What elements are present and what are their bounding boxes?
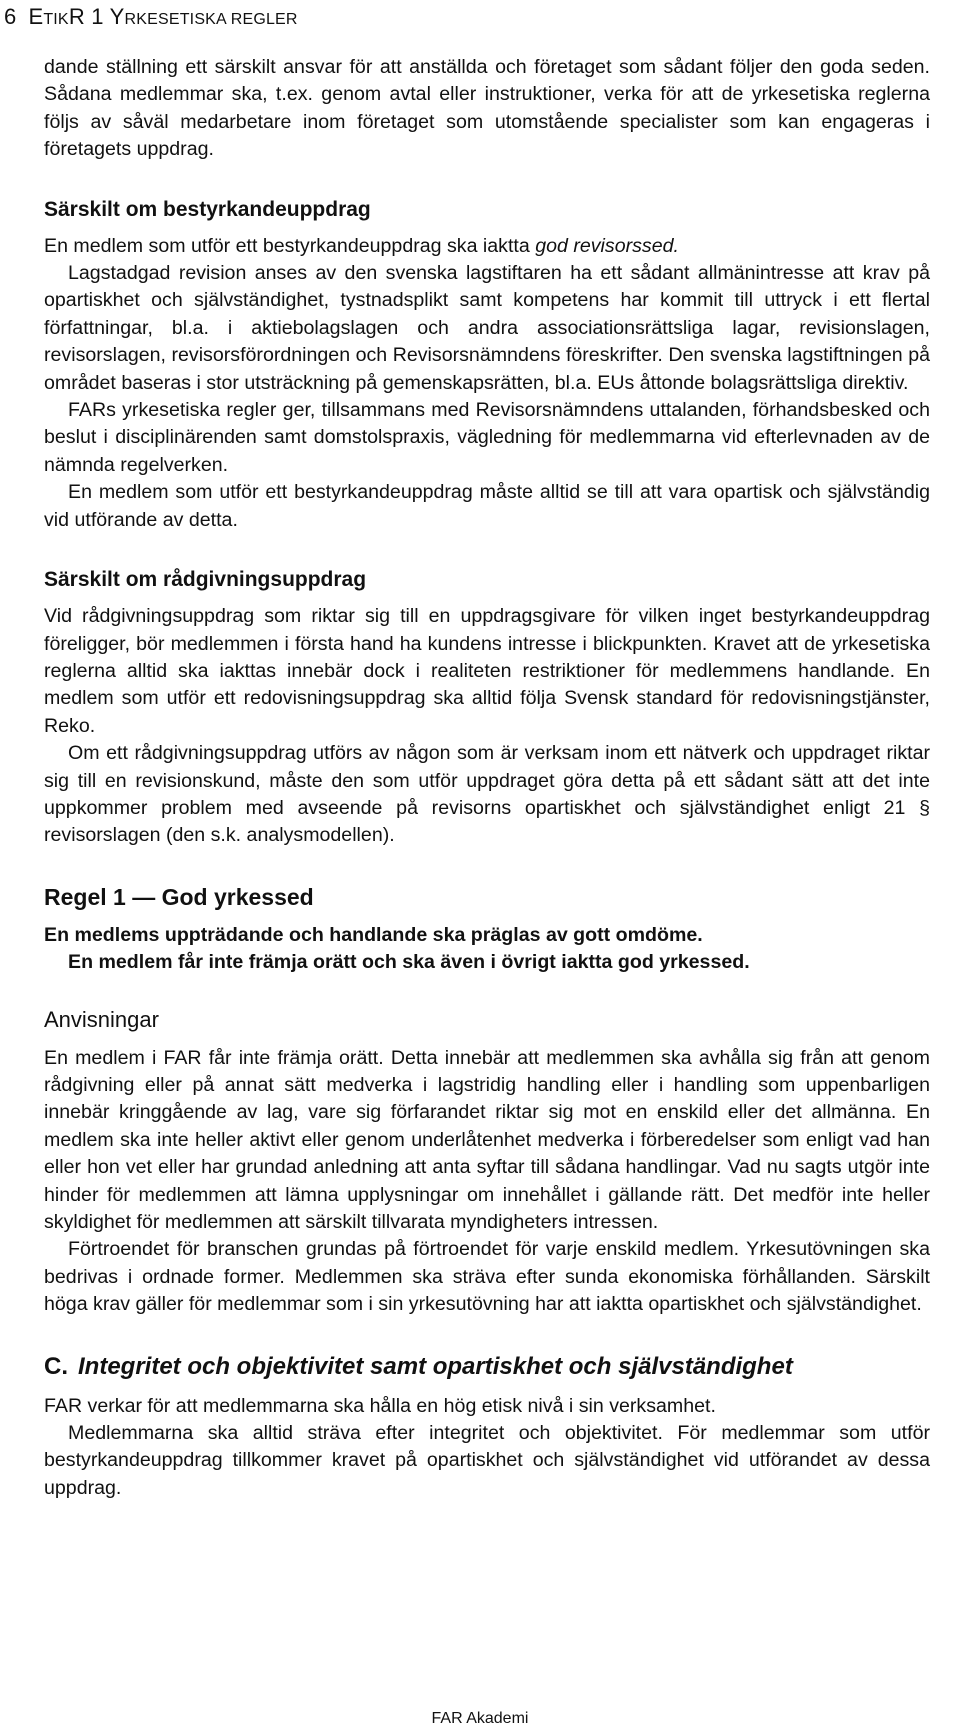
- intro-paragraph: dande ställning ett särskilt ansvar för att anställda och företaget som sådant följer den goda seden. Sådana medlemmar ska, t.ex. genom avtal eller instruktioner, verka för att de yrkesetiska reglerna följs av såväl medarbetare inom företaget som utomstående specialister som kan engageras i företagets uppdrag.: [44, 56, 930, 161]
- heading-bestyrkandeuppdrag: Särskilt om bestyrkandeuppdrag: [44, 197, 371, 221]
- anvisningar-paragraph-2: Förtroendet för branschen grundas på förtroendet för varje enskild medlem. Yrkesutövningen ska bedrivas i ordnade former. Medlemmen ska sträva efter sunda ekonomiska förhållanden. Särskilt höga krav gäller för medlemmar som i sin yrkesutövning har att iaktta opartiskhet och självständighet.: [44, 1238, 930, 1316]
- regel-1-line-2: En medlem får inte främja orätt och ska även i övrigt iaktta god yrkessed.: [68, 951, 750, 974]
- anvisningar-heading: Anvisningar: [44, 1006, 159, 1032]
- radgivning-paragraph-2: Om ett rådgivningsuppdrag utförs av någon som är verksam inom ett nätverk och uppdraget riktar sig till en revisionskund, måste den som utför uppdraget göra detta på ett sådant sätt att det inte uppkommer problem med avseende på revisorns opartiskhet och självständighet enligt 21 § revisorslagen (den s.k. analysmodellen).: [44, 742, 930, 847]
- section-c-heading: C. Integritet och objektivitet samt opartiskhet och självständighet: [44, 1352, 793, 1380]
- anvisningar-paragraph-1: En medlem i FAR får inte främja orätt. Detta innebär att medlemmen ska avhålla sig från att genom rådgivning eller på annat sätt medverka i lagstridig handling eller i handling som uppenbarligen innebär kringgående av lag, vare sig förfarandet riktar sig mot en enskild eller det allmänna. En medlem ska inte heller aktivt eller genom underlåtenhet medverka i förberedelser som enligt vad han eller hon vet eller har grundad anledning att anta syftar till sådana handlingar. Vad nu sagts utgör inte hinder för medlemmen att lämna upplysningar om innehållet i gällande rätt. Det medför inte heller skyldighet för medlemmen att särskilt tillvarata myndigheters intressen.: [44, 1046, 930, 1233]
- running-header: [4, 4, 298, 30]
- page-footer: FAR Akademi: [431, 1710, 529, 1727]
- regel-1-line-1: En medlems uppträdande och handlande ska präglas av gott omdöme.: [44, 923, 703, 946]
- radgivning-paragraph-1: Vid rådgivningsuppdrag som riktar sig till en uppdragsgivare för vilken inget bestyrkandeuppdrag föreligger, bör medlemmen i första hand ha kundens intresse i blickpunkten. Kravet att de yrkesetiska reglerna alltid ska iakttas innebär dock i realiteten restriktioner för medlemmens handlande. En medlem som utför ett redovisningsuppdrag ska alltid följa Svensk standard för redovisningstjänster, Reko.: [44, 605, 930, 737]
- bestyrkande-paragraph-4: En medlem som utför ett bestyrkandeuppdrag måste alltid se till att vara opartisk och självständig vid utförande av detta.: [44, 481, 930, 531]
- section-c-paragraph-2: Medlemmarna ska alltid sträva efter integritet och objektivitet. För medlemmar som utför bestyrkandeuppdrag tillkommer kravet på opartiskhet och självständighet vid utförandet av dessa uppdrag.: [44, 1422, 930, 1499]
- header-title: ETIKR 1 YRKESETISKA REGLER: [28, 4, 298, 29]
- section-c-paragraph-1: FAR verkar för att medlemmarna ska hålla en hög etisk nivå i sin verksamhet.: [44, 1394, 716, 1417]
- heading-radgivningsuppdrag: Särskilt om rådgivningsuppdrag: [44, 568, 367, 592]
- page-content: [44, 54, 930, 1502]
- bestyrkande-paragraph-3: FARs yrkesetiska regler ger, tillsammans med Revisorsnämndens uttalanden, förhandsbesked och beslut i disciplinärenden samt domstolspraxis, vägledning för medlemmarna vid efterlevnaden av de nämnda regelverken.: [44, 399, 930, 476]
- page-number: 6: [4, 4, 17, 29]
- bestyrkande-paragraph-1: En medlem som utför ett bestyrkandeuppdrag ska iaktta god revisorssed.: [44, 234, 679, 257]
- bestyrkande-paragraph-2: Lagstadgad revision anses av den svenska lagstiftaren ha ett sådant allmänintresse att krav på opartiskhet och självständighet, tystnadsplikt samt kompetens har kommit till uttryck i ett flertal författningar, bl.a. i aktiebolagslagen och andra associationsrättsliga lagar, revisionslagen, revisorslagen, revisorsförordningen och Revisorsnämndens föreskrifter. Den svenska lagstiftningen på området baseras i stor utsträckning på gemenskapsrätten, bl.a. EUs åttonde bolagsrättsliga direktiv.: [44, 262, 930, 394]
- regel-1-title: Regel 1 — God yrkessed: [44, 883, 314, 910]
